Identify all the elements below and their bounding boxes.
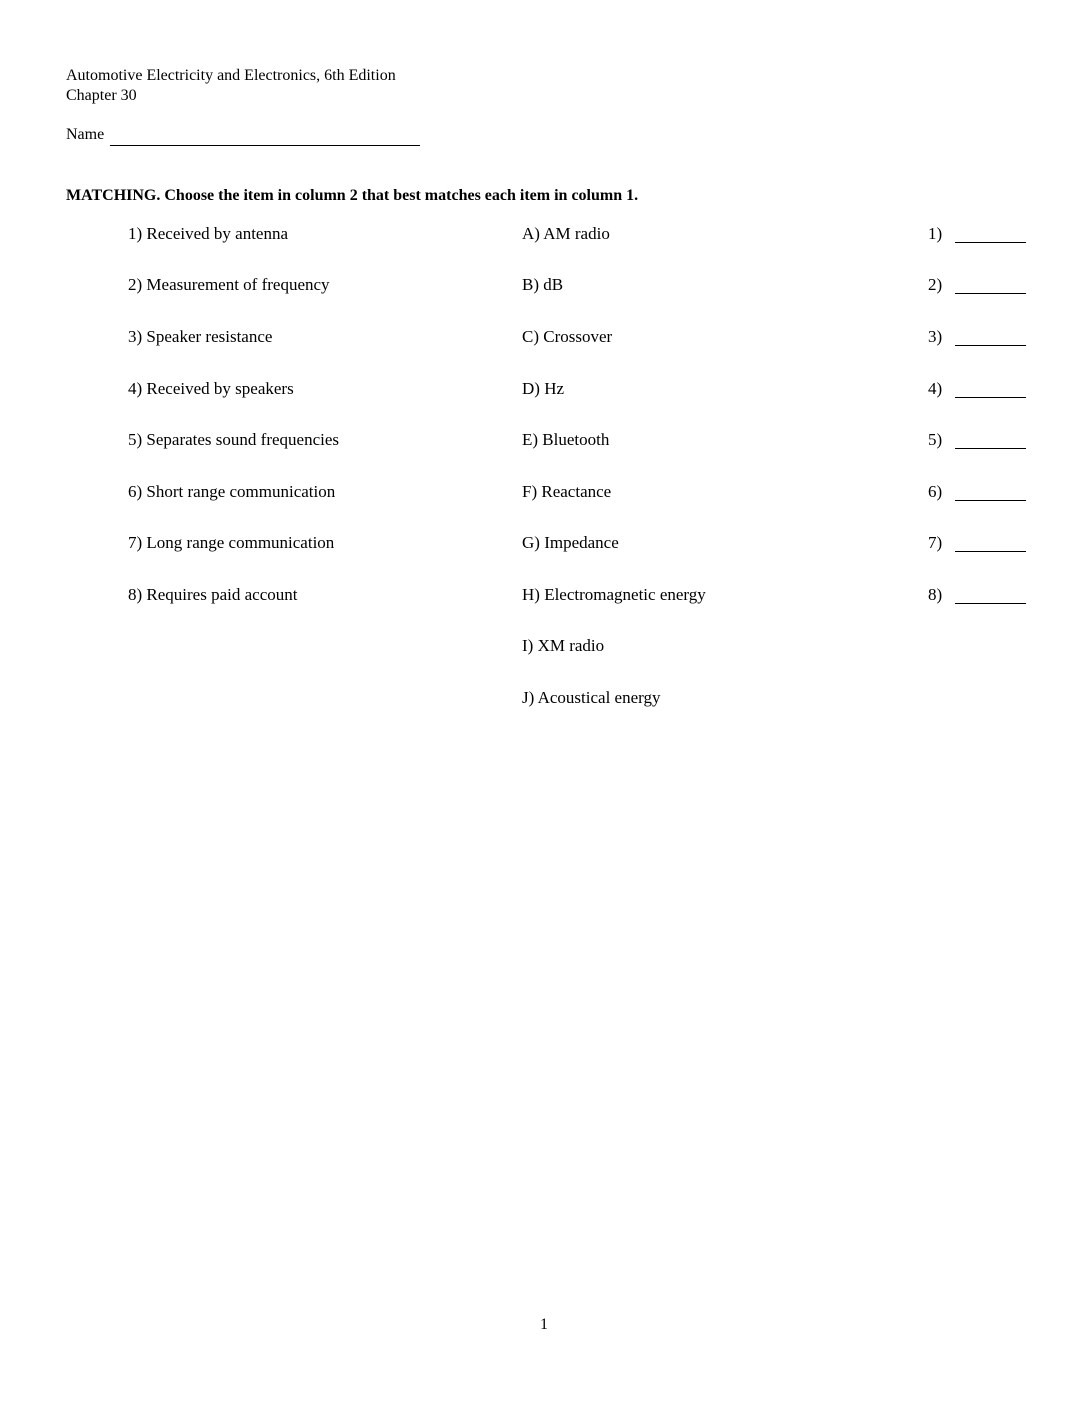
answer-blank-4[interactable]	[955, 397, 1026, 398]
column2-item-g: G) Impedance	[522, 533, 619, 552]
column2-item-a: A) AM radio	[522, 224, 610, 243]
column2-item-c: C) Crossover	[522, 327, 613, 346]
column2-item-d: D) Hz	[522, 379, 565, 398]
book-title: Automotive Electricity and Electronics, 6th Edition	[66, 67, 396, 84]
column2-item-b: B) dB	[522, 275, 564, 294]
column2-item-f: F) Reactance	[522, 482, 612, 501]
answer-blank-3[interactable]	[955, 345, 1026, 346]
answer-number: 2)	[928, 275, 943, 294]
answer-number: 6)	[928, 482, 943, 501]
column1-item-4: 4) Received by speakers	[128, 379, 294, 398]
column1-item-1: 1) Received by antenna	[128, 224, 289, 243]
answer-blank-5[interactable]	[955, 448, 1026, 449]
column1-item-8: 8) Requires paid account	[128, 585, 298, 604]
column2-item-j: J) Acoustical energy	[522, 688, 661, 707]
column2-item-h: H) Electromagnetic energy	[522, 585, 706, 604]
answer-blank-1[interactable]	[955, 242, 1026, 243]
answer-number: 8)	[928, 585, 943, 604]
column1-item-6: 6) Short range communication	[128, 482, 336, 501]
answer-number: 7)	[928, 533, 943, 552]
name-field[interactable]	[110, 145, 420, 146]
column2-item-e: E) Bluetooth	[522, 430, 610, 449]
answer-blank-7[interactable]	[955, 551, 1026, 552]
answer-blank-8[interactable]	[955, 603, 1026, 604]
column1-item-7: 7) Long range communication	[128, 533, 335, 552]
answer-number: 1)	[928, 224, 943, 243]
column2-item-i: I) XM radio	[522, 636, 605, 655]
answer-number: 5)	[928, 430, 943, 449]
matching-instructions: MATCHING. Choose the item in column 2 that best matches each item in column 1.	[66, 187, 639, 204]
answer-blank-6[interactable]	[955, 500, 1026, 501]
column1-item-3: 3) Speaker resistance	[128, 327, 273, 346]
answer-blank-2[interactable]	[955, 293, 1026, 294]
answer-number: 3)	[928, 327, 943, 346]
answer-number: 4)	[928, 379, 943, 398]
name-label: Name	[66, 126, 105, 143]
page-number: 1	[540, 1316, 548, 1333]
column1-item-2: 2) Measurement of frequency	[128, 275, 330, 294]
chapter-label: Chapter 30	[66, 87, 137, 104]
column1-item-5: 5) Separates sound frequencies	[128, 430, 340, 449]
